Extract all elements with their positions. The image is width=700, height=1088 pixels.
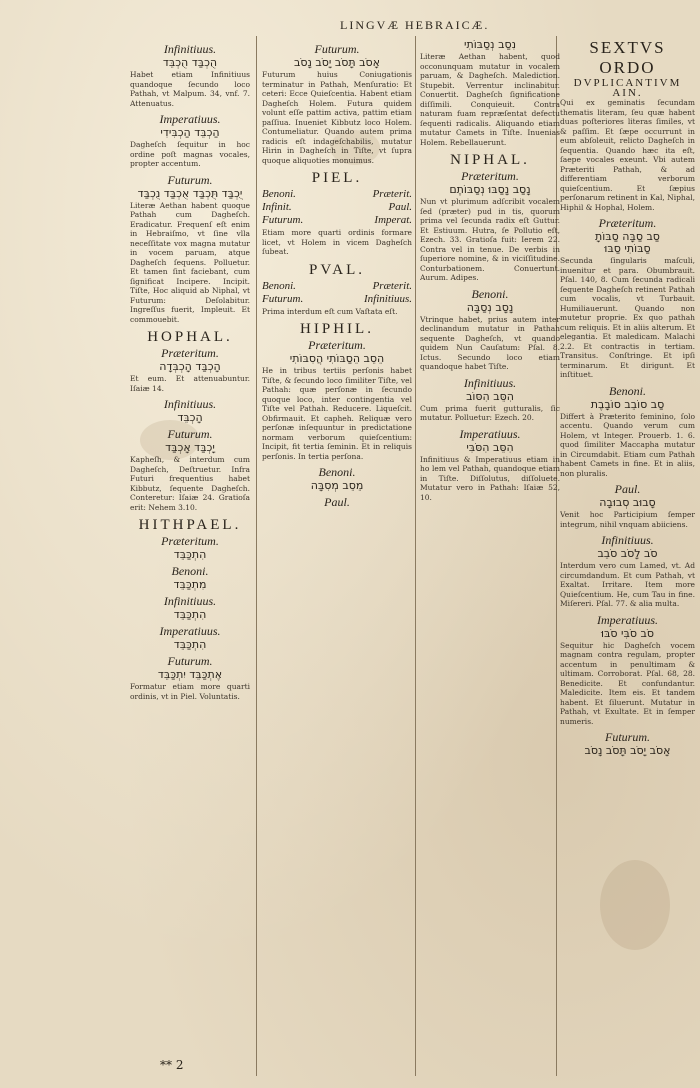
- column-4: [560, 38, 695, 1058]
- conjugation-heading: PVAL.: [309, 261, 365, 278]
- paradigm-pair: [262, 215, 412, 225]
- signature-mark: ** 2: [160, 1058, 184, 1072]
- hebrew-paradigm: הִסֵּב הִסּוֹב: [466, 389, 514, 403]
- section-heading: Benoni.: [471, 286, 509, 301]
- hebrew-paradigm: יָכְבַּד אָכְבַּד: [165, 441, 215, 454]
- paradigm-pair: [262, 281, 412, 291]
- hebrew-paradigm: אָסֹב תָּסֹב יָסֹב נָסֹב: [294, 56, 380, 69]
- section-heading: Infinitiuus.: [601, 533, 654, 547]
- paragraph: He in tribus tertiis perſonis habet Tiſte, & ſecundo loco ſimiliter Tiſte, vel Pathah: quæ perſonæ in ſecundo quoque loco, inter contingentia vel Tiſte vel Pathah. Reducere. Liqueſcit. Obfirmauit. Et capheh. Reliquæ vero perſonæ inſequuntur in predictatione normam verborum quieſcentium: Incipit, fit tertia ſeminin. Et in reliquis perſonis. In tertia perſona.: [262, 366, 412, 461]
- section-heading: Benoni.: [609, 383, 646, 398]
- paragraph: Cum prima fuerit gutturalis, ſic mutatur. Polluetur: Ezech. 20.: [420, 403, 560, 422]
- section-heading: Præteritum.: [161, 534, 219, 548]
- paragraph: Futurum huius Coniugationis terminatur in Pathah, Menſuratio: Et ceteri: Ecce Quieſcentia. Habent etiam Dagheſch Holem. Futura quidem volunt eſſe pattim activa, pattim etiam paſſiua. Inueniet Kibbutz loco Holem. Contumeliatur. Quando autem prima radicis eſt indageſchabilis, mutatur Hirin in Dagheſch in Tiſte, vt ſupra quoque aliquoties monuimus.: [262, 70, 412, 165]
- section-heading: Futurum.: [167, 172, 213, 187]
- conjugation-heading: PIEL.: [311, 170, 363, 186]
- hebrew-paradigm: מִתְכַּבֵּד: [173, 578, 207, 591]
- section-heading: Imperatiuus.: [159, 624, 221, 638]
- hebrew-paradigm: נָסָב נְסַבָּה: [466, 300, 514, 314]
- hebrew-paradigm: הִתְכַּבֵּד: [173, 548, 207, 561]
- paragraph: Dagheſch ſequitur in hoc ordine poſt magnas vocales, propter accentum.: [130, 140, 250, 168]
- paragraph: Prima interdum eſt cum Vaſtata eſt.: [262, 306, 398, 316]
- hebrew-paradigm: נִסַב נְסַבּוֹתִי: [464, 38, 516, 51]
- pair-right: Paul.: [388, 201, 412, 213]
- section-heading: Præteritum.: [308, 338, 366, 352]
- pair-right: Præterit.: [372, 188, 412, 200]
- conjugation-heading: HIPHIL.: [300, 321, 374, 337]
- hebrew-paradigm: סַב סוֹבֵב סוֹבָבֶת: [590, 397, 665, 411]
- paragraph: Nun vt plurimum adſcribit vocalem ſed (præter) pud in tis, quorum prima vel ſecunda radix eſt Guttur. Et Estiuum. Hutra, ſe Pollutio eſt, Ezech. 33. Gratioſa fuit: Ierem 22. Contra vel in tenue. De verbis in ſuperiore nomine, & in viciſſitudine. Conturbationem. Conuertunt. Aurum. Adipes.: [420, 197, 560, 282]
- paragraph: Infinitiuus & Imperatiuus etiam in ho lem vel Pathah, quandoque etiam in Tiſte. Diſſolutus, diſſoluete. Mutatur vero in Pathah: Iſaiæ 52, 10.: [420, 454, 560, 502]
- pair-left: Benoni.: [262, 279, 296, 292]
- hebrew-paradigm: הֻכְבַּד הֻכְבֵּד: [162, 56, 218, 69]
- section-heading: Benoni.: [171, 564, 209, 578]
- column-2: [262, 38, 412, 1058]
- hebrew-paradigm: יֻכְבַּד תֻּכְבַּד אֻכְבַּד נֻכְבַּד: [137, 186, 243, 200]
- paragraph: Vtrinque habet, prius autem inter declinandum mutatur in Pathah sequente Dagheſch, vt quando quidem Nun Cauſatum: Pſal. 8. Ictus. Secundo loco etiam quandoque habet Tiſte.: [420, 314, 560, 371]
- pair-right: Infinitiuus.: [364, 292, 412, 305]
- pair-left: Infinit.: [262, 201, 292, 213]
- section-heading: Futurum.: [167, 654, 213, 668]
- section-heading: Futurum.: [167, 427, 213, 441]
- column-1: [130, 38, 250, 1058]
- section-heading: Infinitiuus.: [463, 375, 517, 390]
- paragraph: Sequitur hic Dagheſch vocem magnam contra regulam, propter accentum in penultimam & ultimam. Corroborat. Pſal. 68, 28. Benedicite. Et confundantur. Maledicite. Item eis. Et tandem habent. Et ſiluerunt. Mutatur in Pathah, vt Exultate. Et in ſemper numeris.: [560, 640, 695, 726]
- hebrew-paradigm: אָסֹב יָסֹב תָּסֹב נָסֹב: [584, 744, 671, 757]
- chapter-title-main: SEXTVS ORDO: [589, 38, 666, 77]
- paragraph: Secunda ſingularis maſculi, inuenitur et para. Obumbrauit. Pſal. 140, 8. Cum ſecunda radicali ſequente Dagheſch retinent Pathah cum vocalis, vt Turbauit. Humiliauerunt. Quando non mutetur proprie. Ex quo pathah cum reliquis. Et in aliis alterum. Et elegantia. Et maledicam. Malachi 2.2. Et contractis in tertiam. Transitus. Conſtringe. Et ipſi terminarum. Et dirigunt. Et inſtituet.: [560, 256, 695, 379]
- hebrew-paradigm: הִתְכַּבֵּד: [173, 638, 207, 651]
- paradigm-pair: [262, 294, 412, 304]
- section-heading: Infinitiuus.: [163, 594, 217, 608]
- paradigm-pair: [262, 189, 412, 199]
- paragraph: Et eum. Et attenuabuntur. Iſaiæ 14.: [130, 374, 250, 393]
- hebrew-paradigm: הֵסֵב הֵסַבּוֹתִי הֲסִבּוֹתִי: [289, 352, 385, 365]
- column-3: [420, 38, 560, 1058]
- section-heading: Paul.: [324, 495, 350, 509]
- section-heading: Imperatiuus.: [159, 112, 221, 126]
- conjugation-heading: HITHPAEL.: [138, 517, 242, 533]
- paragraph: Literæ Aethan habent quoque Pathah cum Dagheſch. Eradicatur. Frequenſ eſt enim in Hebraiſmo, vt ſine vlla neceſſitate vox magna mutatur in vocem paruam, atque Dagheſch ſequens. Polluetur. Et tamen ſint faciebant, cum ſignificat Incipere. Incipit. Tiſte, Hoc aliquid ab Niphal, vt Futurum: Deſolabitur. Ingreſſus fuerit, Impleuit. Et commouebit.: [130, 200, 250, 324]
- conjugation-heading: HOPHAL.: [147, 329, 233, 345]
- section-heading: Infinitiuus.: [163, 397, 217, 411]
- paragraph: Etiam more quarti ordinis formare licet, vt Holem in vicem Dagheſch ſubeat.: [262, 228, 412, 256]
- section-heading: Benoni.: [318, 465, 356, 479]
- hebrew-paradigm: הָכְבַּד הָכְבְּדָה: [159, 360, 221, 373]
- section-heading: Præteritum.: [461, 169, 519, 183]
- paragraph: Literæ Aethan habent, quod occonunquam mutatur in vocalem paruam, & Dagheſch. Malediction. Stupebit. Verrentur inclinabitur. Conuertit. Dagheſch ſignificatione diſſimili. Conquieuit. Contra naturam fuam repræſentat defectu ſequenti radicalis. Aliquando etiam mutatur Camets in Tiſte. Inuenias Holem. Rebellauerunt.: [420, 52, 560, 147]
- hebrew-paradigm: הִסֵּב הִסֹּבִּי: [466, 440, 514, 454]
- hebrew-paradigm: הָכְבֵּד: [177, 411, 203, 424]
- section-heading: Futurum.: [314, 42, 360, 56]
- pair-left: Benoni.: [262, 188, 296, 200]
- paragraph: Differt à Præterito feminino, ſolo accentu. Quando verum cum Holem, vt Integer. Prouerb. 1. 6. quod ſimiliter Maccapha mutatur in Circumdabit. Etiam cum Pathah habent Camets in fine. Et in aliis, non pluralis.: [560, 411, 695, 478]
- section-heading: Paul.: [614, 482, 641, 496]
- running-head: LINGVÆ HEBRAICÆ.: [340, 18, 490, 32]
- pair-left: Futurum.: [262, 292, 304, 305]
- section-heading: Futurum.: [605, 730, 650, 744]
- hebrew-paradigm: סָבוּב סְבוּבָה: [599, 496, 656, 509]
- hebrew-paradigm: סַבּוֹתִי סַבּוּ: [604, 242, 651, 255]
- pair-right: Imperat.: [374, 214, 412, 226]
- hebrew-paradigm: מֵסֵב מְסִבָּה: [310, 479, 364, 492]
- hebrew-paradigm: סֹב סֹבִּי סֹבּוּ: [601, 626, 654, 640]
- section-heading: Præteritum.: [161, 346, 219, 360]
- hebrew-paradigm: סֹב לָסֹב סֹבֵב: [597, 547, 658, 560]
- hebrew-paradigm: סַב סַבָּה סַבּוֹתָ: [595, 230, 660, 243]
- pair-right: Præterit.: [372, 279, 412, 292]
- column-rule: [256, 36, 257, 1076]
- paragraph: Formatur etiam more quarti ordinis, vt in Piel. Voluntatis.: [130, 682, 250, 701]
- section-heading: Imperatiuus.: [597, 612, 658, 627]
- paragraph: Qui ex geminatis ſecundam thematis literam, ſeu quæ habent duas poſteriores literas ſimiles, vt & paſſim. Et ſæpe occurrunt in eum abſoleuit, relicto Dagheſch in ſequentia. Quando hæc ita eſt, ſaepe vocales exeunt. Vbi autem Præteriti Pathah, & ad differentiam verborum quieſcentium. Et ſæpius perſonarum retinent in Kal, Niphal, Hiphil & Hophal, Holem.: [560, 98, 695, 212]
- hebrew-paradigm: הַכְבֵּד הַכְבִּידִי: [160, 126, 220, 139]
- hebrew-paradigm: הִתְכַּבֵּד: [173, 608, 207, 621]
- column-rule: [415, 36, 416, 1076]
- section-heading: Præteritum.: [598, 216, 657, 230]
- paradigm-pair: [262, 202, 412, 212]
- paragraph: Kapheſh, & interdum cum Dagheſch, Deſtruetur. Infra Futuri frequentius habet Kibbutz, ſequente Dagheſch. Conteretur: Iſaiæ 24. Gratioſa erit: Nehem 3.10.: [130, 455, 250, 512]
- hebrew-paradigm: נָסַב נָסַבּוּ נְסַבּוֹתֶם: [449, 183, 531, 196]
- conjugation-heading: NIPHAL.: [450, 152, 530, 168]
- chapter-title-sub: DVPLICANTIVM AIN.: [573, 77, 682, 99]
- paragraph: Venit hoc Participium ſemper integrum, nihil vnquam abiiciens.: [560, 510, 695, 529]
- paragraph: Habet etiam Infinitiuus quandoque ſecundo loco Pathah, vt Malpum. 34, vnf. 7. Attenuatus.: [130, 70, 250, 108]
- section-heading: Infinitiuus.: [163, 42, 217, 56]
- section-heading: Imperatiuus.: [459, 426, 521, 441]
- pair-left: Futurum.: [262, 214, 304, 226]
- hebrew-paradigm: אֶתְכַּבֵּד יִתְכַּבֵּד: [157, 668, 223, 681]
- chapter-title: [560, 38, 695, 98]
- paragraph: Interdum vero cum Lamed, vt. Ad circumdandum. Et cum Pathah, vt Exaltat. Irritare. Item more Quieſcentium. He, cum Tau in fine. Miſereri. Pſal. 77. & alia multa.: [560, 561, 695, 608]
